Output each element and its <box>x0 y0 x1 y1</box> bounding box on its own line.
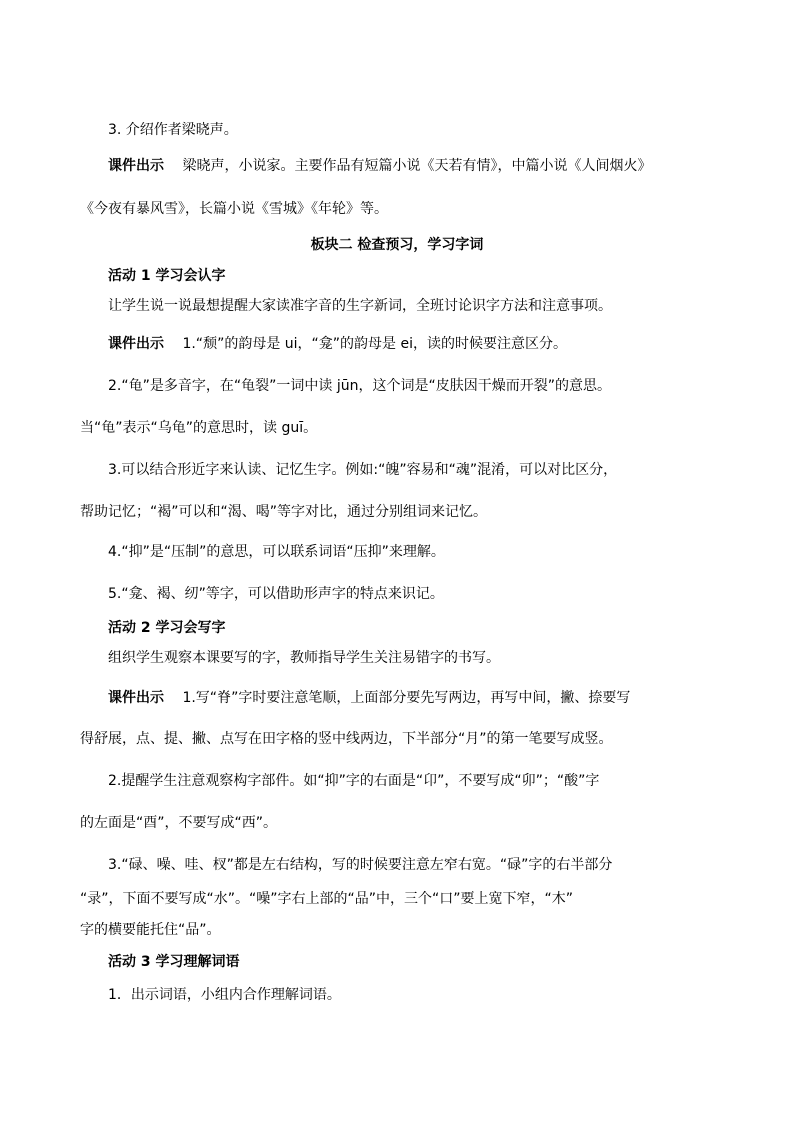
paragraph-line: “录”，下面不要写成“水”。“噪”字右上部的“品”中，三个“口”要上宽下窄，“木” <box>80 891 574 907</box>
activity-heading: 活动 3 学习理解词语 <box>108 954 240 970</box>
courseware-block <box>108 334 567 354</box>
paragraph-line: 得舒展，点、提、撇、点写在田字格的竖中线两边，下半部分“月”的第一笔要写成竖。 <box>80 731 613 747</box>
paragraph-line: 组织学生观察本课要写的字，教师指导学生关注易错字的书写。 <box>108 650 500 666</box>
paragraph-line: 2.“龟”是多音字，在“龟裂”一词中读 jūn，这个词是“皮肤因干燥而开裂”的意思。 <box>108 378 611 394</box>
courseware-text: 1.“颓”的韵母是 ui，“龛”的韵母是 ei，读的时候要注意区分。 <box>182 336 567 352</box>
paragraph-line: 当“龟”表示“乌龟”的意思时，读 guī。 <box>80 420 318 436</box>
paragraph-line: 字的横要能托住“品”。 <box>80 922 221 938</box>
activity-heading: 活动 1 学习会认字 <box>108 268 226 284</box>
courseware-block <box>108 156 651 176</box>
paragraph-line: 让学生说一说最想提醒大家读准字音的生字新词，全班讨论识字方法和注意事项。 <box>108 298 612 314</box>
courseware-block <box>108 688 630 708</box>
paragraph-line: 3.可以结合形近字来认读、记忆生字。例如:“魄”容易和“魂”混淆，可以对比区分， <box>108 462 618 478</box>
paragraph-line: 5.“龛、褐、纫”等字，可以借助形声字的特点来识记。 <box>108 586 444 602</box>
section-heading: 板块二 检查预习，学习字词 <box>310 237 484 253</box>
courseware-text: 1.写“脊”字时要注意笔顺，上面部分要先写两边，再写中间，撇、捺要写 <box>182 690 631 706</box>
paragraph-line: 4.“抑”是“压制”的意思，可以联系词语“压抑”来理解。 <box>108 544 445 560</box>
courseware-label: 课件出示 <box>108 690 164 706</box>
list-item: 1．出示词语，小组内合作理解词语。 <box>108 987 341 1003</box>
paragraph-line: 2.提醒学生注意观察构字部件。如“抑”字的右面是“卬”，不要写成“卯”；“酸”字 <box>108 773 600 789</box>
courseware-label: 课件出示 <box>108 158 164 174</box>
list-item-intro-author: 3. 介绍作者梁晓声。 <box>108 122 238 138</box>
paragraph-line: 《今夜有暴风雪》，长篇小说《雪城》《年轮》等。 <box>80 201 388 217</box>
paragraph-line: 帮助记忆；“褐”可以和“渴、喝”等字对比，通过分别组词来记忆。 <box>80 504 488 520</box>
paragraph-line: 3.“碌、噪、哇、杈”都是左右结构，写的时候要注意左窄右宽。“碌”字的右半部分 <box>108 857 613 873</box>
courseware-label: 课件出示 <box>108 336 164 352</box>
activity-heading: 活动 2 学习会写字 <box>108 620 226 636</box>
paragraph-line: 的左面是“酉”，不要写成“西”。 <box>80 815 278 831</box>
courseware-text: 梁晓声，小说家。主要作品有短篇小说《天若有情》，中篇小说《人间烟火》 <box>182 158 652 174</box>
